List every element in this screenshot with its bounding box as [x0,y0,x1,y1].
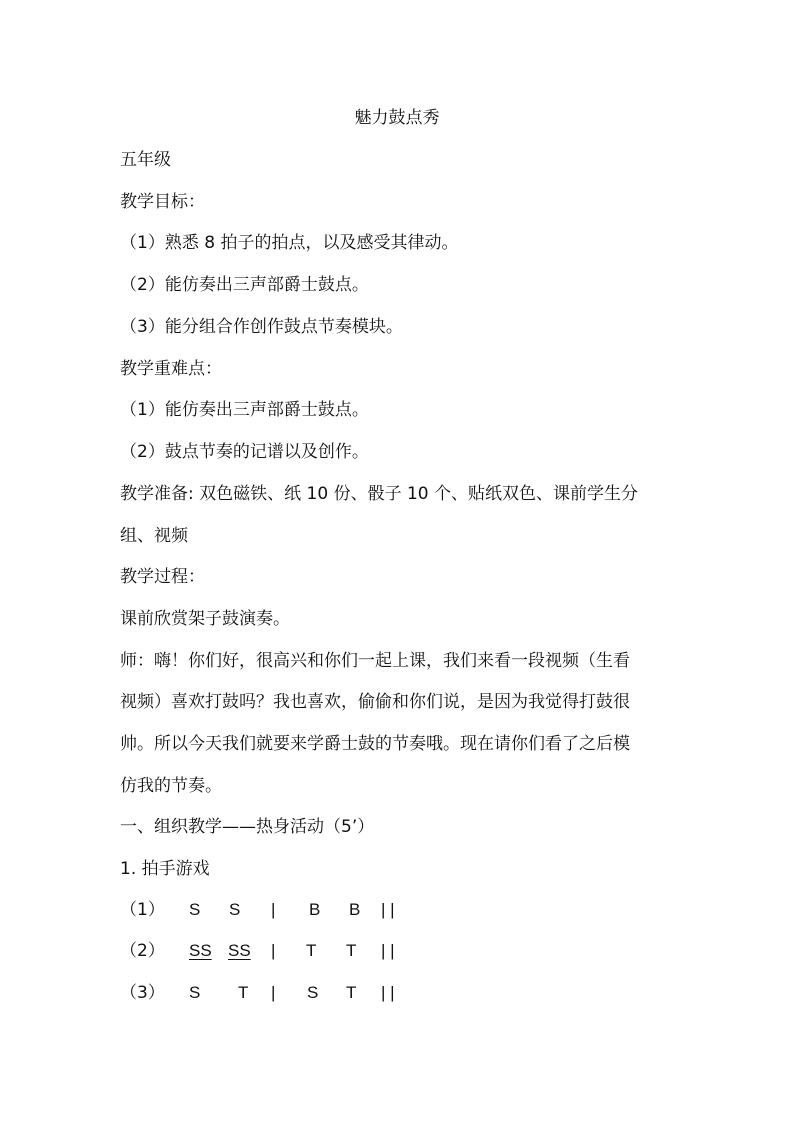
rhythm-note: B [349,900,361,919]
rhythm-note: SS [189,941,212,960]
objective-item: （3）能分组合作创作鼓点节奏模块。 [120,317,403,337]
rhythm-note: T [346,983,357,1002]
keypoints-heading: 教学重难点： [120,359,222,379]
rhythm-bar: | [271,983,276,1002]
rhythm-label: （1） [120,900,165,920]
teacher-line: 视频）喜欢打鼓吗？我也喜欢，偷偷和你们说，是因为我觉得打鼓很 [120,692,630,712]
rhythm-note: S [307,983,319,1002]
rhythm-bar: | [271,900,276,919]
rhythm-row [120,898,440,922]
document-title: 魅力鼓点秀 [354,108,440,128]
rhythm-row [120,939,440,963]
preparation-line: 教学准备: 双色磁铁、纸 10 份、骰子 10 个、贴纸双色、课前学生分 [120,484,639,504]
rhythm-note: S [189,983,201,1002]
item1-heading: 1. 拍手游戏 [120,859,210,879]
rhythm-note: T [306,941,317,960]
preparation-line: 组、视频 [120,526,188,546]
rhythm-note: B [309,900,321,919]
teacher-line: 仿我的节奏。 [120,776,222,796]
teacher-line: 师：嗨！你们好，很高兴和你们一起上课，我们来看一段视频（生看 [120,651,630,671]
rhythm-end-bar: | | [381,941,395,960]
process-heading: 教学过程： [120,567,205,587]
teacher-line: 帅。所以今天我们就要来学爵士鼓的节奏哦。现在请你们看了之后模 [120,734,630,754]
rhythm-label: （3） [120,983,165,1003]
section1-heading: 一、组织教学——热身活动（5’） [120,817,375,837]
rhythm-note: S [189,900,201,919]
objectives-heading: 教学目标： [120,192,205,212]
pre-class-line: 课前欣赏架子鼓演奏。 [120,609,290,629]
rhythm-row [120,981,440,1005]
grade-line: 五年级 [120,150,171,170]
rhythm-note: T [238,983,249,1002]
rhythm-end-bar: | | [381,900,395,919]
rhythm-note: T [346,941,357,960]
rhythm-bar: | [271,941,276,960]
objective-item: （2）能仿奏出三声部爵士鼓点。 [120,275,369,295]
rhythm-note: SS [228,941,251,960]
objective-item: （1）熟悉 8 拍子的拍点，以及感受其律动。 [120,233,459,253]
keypoint-item: （1）能仿奏出三声部爵士鼓点。 [120,400,369,420]
rhythm-end-bar: | | [381,983,395,1002]
keypoint-item: （2）鼓点节奏的记谱以及创作。 [120,442,369,462]
rhythm-note: S [229,900,241,919]
rhythm-label: （2） [120,941,165,961]
